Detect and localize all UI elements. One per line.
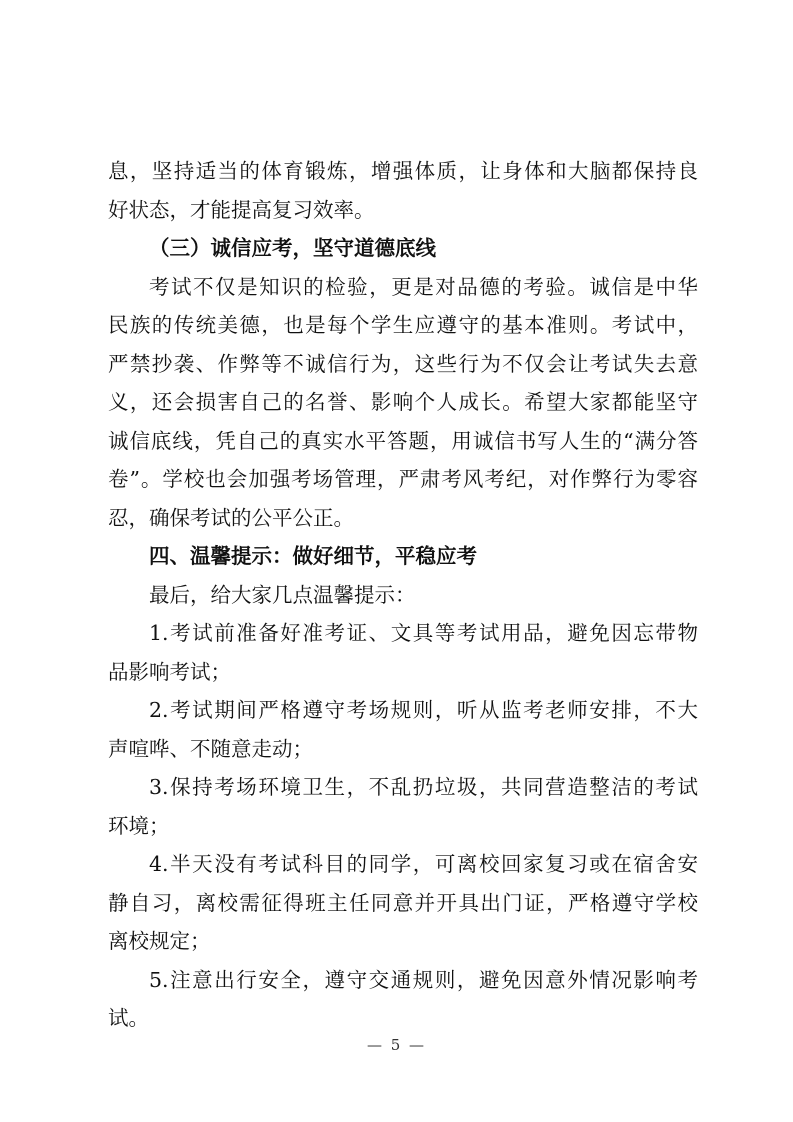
tip-item-1 bbox=[108, 614, 698, 691]
text-line: 试。 bbox=[108, 1006, 149, 1030]
text-line: 好状态，才能提高复习效率。 bbox=[108, 197, 375, 222]
text-line: 民族的传统美德，也是每个学生应遵守的基本准则。考试中， bbox=[108, 313, 698, 337]
text-line: 离校规定； bbox=[108, 929, 211, 953]
text-line: 考试不仅是知识的检验，更是对品德的考验。诚信是中华 bbox=[149, 274, 698, 299]
section-heading-integrity bbox=[108, 229, 698, 268]
text-line: 卷”。学校也会加强考场管理，严肃考风考纪，对作弊行为零容 bbox=[108, 467, 698, 491]
tip-item-2 bbox=[108, 691, 698, 768]
section-heading-tips bbox=[108, 537, 698, 576]
text-line: 息，坚持适当的体育锻炼，增强体质，让身体和大脑都保持良 bbox=[108, 159, 698, 183]
text-line: 3.保持考场环境卫生，不乱扔垃圾，共同营造整洁的考试 bbox=[149, 775, 698, 799]
text-line: 严禁抄袭、作弊等不诚信行为，这些行为不仅会让考试失去意 bbox=[108, 351, 698, 376]
tip-item-3 bbox=[108, 768, 698, 845]
heading-text: 四、温馨提示：做好细节，平稳应考 bbox=[149, 544, 477, 568]
text-line: 声喧哗、不随意走动； bbox=[108, 736, 313, 761]
text-line: 品影响考试； bbox=[108, 659, 231, 684]
tip-item-4 bbox=[108, 845, 698, 961]
paragraph-tips-intro bbox=[108, 576, 698, 615]
text-line: 诚信底线，凭自己的真实水平答题，用诚信书写人生的“满分答 bbox=[108, 428, 698, 453]
text-line: 2.考试期间严格遵守考场规则，听从监考老师安排，不大 bbox=[149, 698, 698, 722]
paragraph-integrity bbox=[108, 268, 698, 538]
page-number: — 5 — bbox=[366, 1036, 427, 1054]
text-line: 最后，给大家几点温馨提示： bbox=[149, 582, 416, 607]
text-line: 忍，确保考试的公平公正。 bbox=[108, 505, 354, 530]
paragraph-continuation bbox=[108, 152, 698, 229]
text-line: 义，还会损害自己的名誉、影响个人成长。希望大家都能坚守 bbox=[108, 390, 698, 414]
text-line: 1.考试前准备好准考证、文具等考试用品，避免因忘带物 bbox=[149, 621, 698, 645]
heading-text: （三）诚信应考，坚守道德底线 bbox=[149, 236, 436, 260]
text-line: 静自习，离校需征得班主任同意并开具出门证，严格遵守学校 bbox=[108, 890, 698, 915]
text-line: 4.半天没有考试科目的同学，可离校回家复习或在宿舍安 bbox=[149, 852, 698, 876]
text-line: 5.注意出行安全，遵守交通规则，避免因意外情况影响考 bbox=[149, 967, 698, 992]
text-line: 环境； bbox=[108, 813, 170, 838]
tip-item-5 bbox=[108, 961, 698, 1038]
